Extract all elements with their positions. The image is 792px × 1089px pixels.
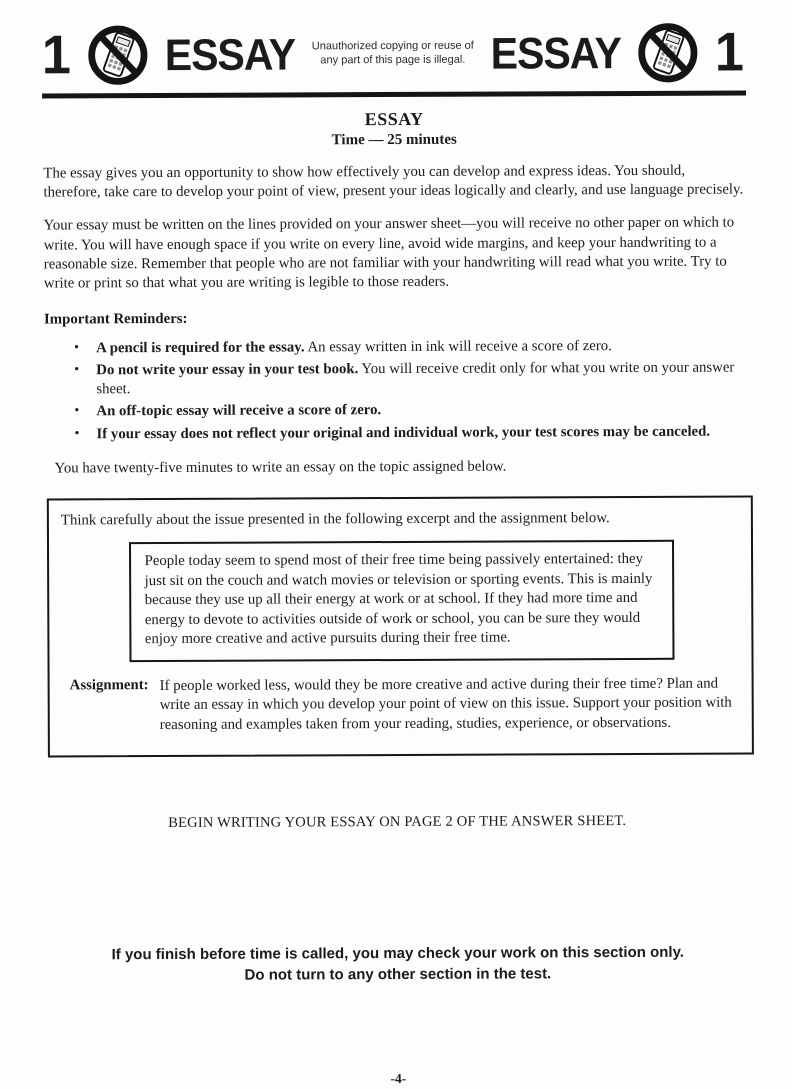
assignment-label: Assignment: [70, 677, 160, 736]
reminder-bold: If your essay does not reflect your original and individual work, your test scores may be canceled. [96, 423, 710, 442]
section-label-left: ESSAY [165, 32, 295, 77]
copyright-notice [295, 40, 491, 68]
header-right-group [491, 20, 744, 85]
reminder-text [96, 400, 745, 422]
bullet-icon: • [74, 425, 96, 444]
title-block [0, 107, 790, 150]
essay-prompt-box [47, 495, 754, 757]
time-limit: Time — 25 minutes [0, 130, 790, 150]
reminders-heading: Important Reminders: [44, 308, 745, 330]
prompt-instruction: Think carefully about the issue presented in the following excerpt and the assignment below. [61, 510, 741, 530]
header-left-group [42, 22, 295, 87]
finish-line-2: Do not turn to any other section in the test. [2, 963, 792, 987]
list-item [74, 358, 745, 399]
reminder-bold: An off-topic essay will receive a score of zero. [96, 402, 381, 419]
finish-instructions [2, 942, 792, 987]
bullet-icon: • [74, 403, 96, 422]
intro-paragraph-1: The essay gives you an opportunity to show how effectively you can develop and express ideas. You should, therefore, take care to develop your point of view, present your ideas logically and clearly, and use language precisely. [43, 161, 744, 203]
reminder-text [96, 422, 745, 444]
intro-paragraph-2: Your essay must be written on the lines provided on your answer sheet—you will receive no other paper on which to write. You will have enough space if you write on every line, avoid wide margins, and keep your handwriting to a reasonable size. Remember that people who are not familiar with your handwriting will read what you write. Try to write or print so that what you are writing is legible to those readers. [44, 214, 745, 294]
copyright-line-1: Unauthorized copying or reuse of [303, 40, 483, 55]
reminder-text [96, 336, 745, 358]
page-title: ESSAY [0, 107, 790, 131]
begin-writing-note: BEGIN WRITING YOUR ESSAY ON PAGE 2 OF THE ANSWER SHEET. [1, 813, 792, 833]
no-calculator-icon [87, 23, 149, 87]
reminder-text [96, 358, 745, 399]
bullet-icon: • [74, 361, 96, 400]
section-label-right: ESSAY [491, 31, 621, 76]
reminders-list [44, 336, 745, 444]
reminder-rest: You will receive credit only for what you write on your answer sheet. [96, 359, 734, 397]
finish-line-1: If you finish before time is called, you may check your work on this section only. [2, 942, 792, 966]
reminder-rest: An essay written in ink will receive a score of zero. [305, 338, 612, 355]
list-item [74, 336, 745, 358]
list-item [74, 422, 745, 444]
excerpt-box: People today seem to spend most of their free time being passively entertained: they just sit on the couch and watch movies or television or sporting events. This is mainly because they use up all their energy at work or at school. If they had more time and energy to devote to activities outside of work or school, you can be sure they would enjoy more creative and active pursuits during their free time. [128, 540, 674, 662]
header-divider [42, 90, 746, 98]
section-number-right: 1 [715, 25, 744, 80]
section-number-left: 1 [42, 28, 71, 83]
assignment-text: If people worked less, would they be more creative and active during their free time? Plan and write an essay in which you develop your point of view on this issue. Support your position with reasoning and examples taken from your reading, studies, experience, or observations. [160, 674, 742, 735]
time-note: You have twenty-five minutes to write an essay on the topic assigned below. [45, 456, 746, 478]
bullet-icon: • [74, 339, 96, 358]
reminder-bold: Do not write your essay in your test book. [96, 361, 358, 378]
page-header [0, 0, 790, 88]
assignment-row [62, 674, 742, 736]
no-calculator-icon [637, 21, 699, 85]
reminder-bold: A pencil is required for the essay. [96, 339, 304, 356]
page-number: -4- [2, 1070, 792, 1089]
instructions-body [43, 161, 745, 478]
copyright-line-2: any part of this page is illegal. [303, 54, 483, 69]
list-item [74, 400, 745, 422]
